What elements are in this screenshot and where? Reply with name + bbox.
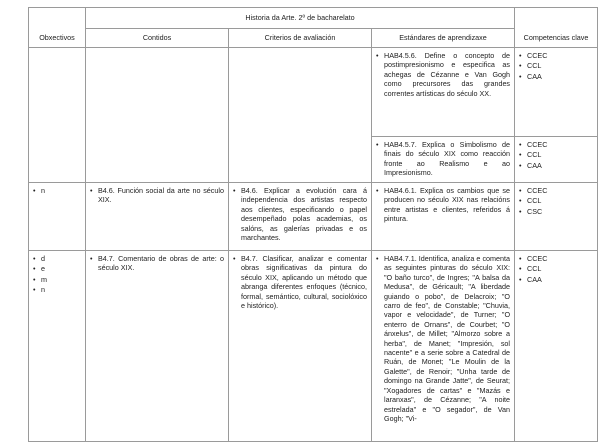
table-row bbox=[29, 48, 598, 137]
competence-item: • CCL bbox=[519, 264, 593, 273]
standard-item: • HAB4.5.7. Explica o Simbolismo de finais do século XIX como reacción fronte ao Realismo e ao Impresionismo. bbox=[376, 140, 510, 178]
standards-cell bbox=[372, 48, 515, 137]
empty-title-cell bbox=[515, 8, 598, 29]
competence-item: • CCL bbox=[519, 150, 593, 159]
competence-item: • CAA bbox=[519, 275, 593, 284]
criteria-cell bbox=[229, 183, 372, 251]
competence-item: • CAA bbox=[519, 161, 593, 170]
objective-item: • e bbox=[33, 264, 81, 273]
competence-item: • CCL bbox=[519, 196, 593, 205]
table-title: Historia da Arte. 2º de bacharelato bbox=[86, 8, 515, 29]
standard-item: • HAB4.6.1. Explica os cambios que se producen no século XIX nas relacións entre artistas e clientes, referidos á pintura. bbox=[376, 186, 510, 224]
empty-title-cell bbox=[29, 8, 86, 29]
competence-item: • CCEC bbox=[519, 51, 593, 60]
standards-cell bbox=[372, 137, 515, 183]
competences-cell bbox=[515, 183, 598, 251]
standard-item: • HAB4.7.1. Identifica, analiza e comenta as seguintes pinturas do século XIX: "O baño turco", de Ingres; "A balsa da Medusa", de Géricault; "A liberdade guiando o pobo", de Delacroix; "O carro de feo", de Constable; "Chuvia, vapor e velocidade", de Turner; "O enterro de Ornans", de Courbet; "O ánxelus", de Millet; "Almorzo sobre a herba", de Manet; "Impresión, sol nacente" e a serie sobre a Catedral de Ruán, de Monet; "Le Moulin de la Galette", de Renoir; "Unha tarde de domingo na Grande Jatte", de Seurat; "Xogadores de cartas" e "Mazás e laranxas", de Cézanne; "A noite estrelada" e "O segador", de Van Gogh; "Vi- bbox=[376, 254, 510, 423]
competences-cell bbox=[515, 137, 598, 183]
header-criteria: Criterios de avaliación bbox=[229, 29, 372, 48]
table-row bbox=[29, 183, 598, 251]
criteria-cell bbox=[229, 48, 372, 183]
contents-cell bbox=[86, 251, 229, 442]
curriculum-table bbox=[28, 7, 598, 442]
objectives-cell bbox=[29, 183, 86, 251]
objective-item: • d bbox=[33, 254, 81, 263]
contents-cell bbox=[86, 48, 229, 183]
objectives-cell bbox=[29, 251, 86, 442]
content-item: • B4.7. Comentario de obras de arte: o século XIX. bbox=[90, 254, 224, 273]
standards-cell bbox=[372, 251, 515, 442]
competences-cell bbox=[515, 48, 598, 137]
competence-item: • CCL bbox=[519, 61, 593, 70]
objective-item: • n bbox=[33, 186, 81, 195]
header-contents: Contidos bbox=[86, 29, 229, 48]
header-competences: Competencias clave bbox=[515, 29, 598, 48]
competences-cell bbox=[515, 251, 598, 442]
header-standards: Estándares de aprendizaxe bbox=[372, 29, 515, 48]
competence-item: • CAA bbox=[519, 72, 593, 81]
objectives-cell bbox=[29, 48, 86, 183]
standards-cell bbox=[372, 183, 515, 251]
competence-item: • CCEC bbox=[519, 140, 593, 149]
competence-item: • CCEC bbox=[519, 186, 593, 195]
criteria-item: • B4.7. Clasificar, analizar e comentar obras significativas da pintura do século XIX, aplicando un método que abrangа diferentes enfoques (técnico, formal, semántico, cultural, sociolóxico e histórico). bbox=[233, 254, 367, 310]
table-row bbox=[29, 251, 598, 442]
criteria-cell bbox=[229, 251, 372, 442]
competence-item: • CCEC bbox=[519, 254, 593, 263]
header-objectives: Obxectivos bbox=[29, 29, 86, 48]
competence-item: • CSC bbox=[519, 207, 593, 216]
objective-item: • n bbox=[33, 285, 81, 294]
contents-cell bbox=[86, 183, 229, 251]
content-item: • B4.6. Función social da arte no século XIX. bbox=[90, 186, 224, 205]
criteria-item: • B4.6. Explicar a evolución cara á independencia dos artistas respecto aos clientes, especificando o papel desempeñado polas academias, os salóns, as galerías privadas e os marchantes. bbox=[233, 186, 367, 242]
objective-item: • m bbox=[33, 275, 81, 284]
standard-item: • HAB4.5.6. Define o concepto de postimpresionismo e especifica as achegas de Cézanne e Van Gogh como precursores das grandes correntes artísticas do século XX. bbox=[376, 51, 510, 98]
